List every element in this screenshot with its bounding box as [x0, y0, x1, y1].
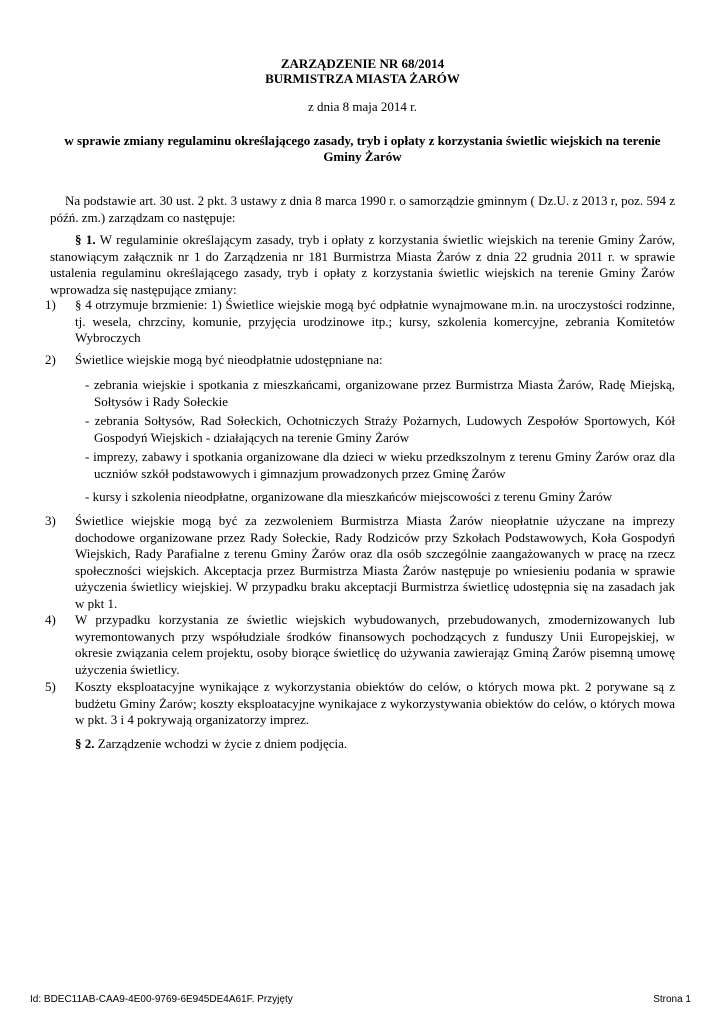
list-item-text: § 4 otrzymuje brzmienie: 1) Świetlice wiejskie mogą być odpłatnie wynajmowane m.in. na uroczystości rodzinne, tj. wesela, chrzciny, komunie, przyjęcia urodzinowe itp.; kursy, szkolenia komercyjne, zebrania Komitetów Wybroczych	[75, 297, 675, 345]
section-2-marker: § 2.	[75, 736, 95, 751]
list-item-text: W przypadku korzystania ze świetlic wiejskich wybudowanych, przebudowanych, zmodernizowanych lub wyremontowanych przy współudziale środków finansowych pochodzących z funduszy Unii Europejskiej, w okresie związania celem projektu, osoby biorące świetlicę do używania zawierająz Gminą Żarów pisemną umowę użyczenia świetlicy.	[75, 612, 675, 677]
list-item-number: 2)	[45, 352, 56, 367]
sub-item: - zebrania wiejskie i spotkania z mieszkańcami, organizowane przez Burmistrza Miasta Żarów, Radę Miejską, Sołtysów i Rady Sołeckie	[85, 377, 675, 409]
list-item-2	[45, 352, 675, 369]
document-subject: w sprawie zmiany regulaminu określającego zasady, tryb i opłaty z korzystania świetlic wiejskich na terenie Gminy Żarów	[64, 133, 661, 164]
list-item-number: 3)	[45, 513, 56, 528]
document-title-line2: BURMISTRZA MIASTA ŻARÓW	[265, 71, 460, 86]
list-item-3	[45, 513, 675, 612]
footer-page-number: Strona 1	[653, 994, 691, 1005]
list-item-number: 5)	[45, 679, 56, 694]
section-1	[50, 232, 675, 298]
document-date: z dnia 8 maja 2014 r.	[307, 99, 418, 114]
list-item-number: 4)	[45, 612, 56, 627]
section-1-text: W regulaminie określającym zasady, tryb i opłaty z korzystania świetlic wiejskich na terenie Gminy Żarów, stanowiącym załącznik nr 1 do Zarządzenia nr 181 Burmistrza Miasta Żarów z dnia 22 grudnia 2011 r. w sprawie ustalenia regulaminu określającego zasady, tryb i opłaty z korzystania świetlic wiejskich na terenie Gminy Żarów wprowadza się następujące zmiany:	[50, 232, 675, 297]
footer-document-id: Id: BDEC11AB-CAA9-4E00-9769-6E945DE4A61F. Przyjęty	[30, 994, 293, 1005]
document-title-line1: ZARZĄDZENIE NR 68/2014	[280, 56, 445, 71]
list-item-4	[45, 612, 675, 678]
sub-item: - imprezy, zabawy i spotkania organizowane dla dzieci w wieku przedkszolnym z terenu Gminy Żarów oraz dla uczniów szkół podstawowych i gimnazjum prowadzonych przez Gminę Żarów	[85, 449, 675, 481]
list-item-5	[45, 679, 675, 729]
list-item-text: Koszty eksploatacyjne wynikające z wykorzystania obiektów do celów, o których mowa pkt. 2 porywane są z budżetu Gminy Żarów; koszty eksploatacyjne wynikajace z wykorzystywania obiektów do celów, o których mowa w pkt. 3 i 4 pokrywają organizatorzy imprez.	[75, 679, 675, 727]
preamble: Na podstawie art. 30 ust. 2 pkt. 3 ustawy z dnia 8 marca 1990 r. o samorządzie gminnym ( Dz.U. z 2013 r, poz. 594 z późń. zm.) zarządzam co następuje:	[50, 193, 675, 225]
list-item-number: 1)	[45, 297, 56, 312]
section-2-text: Zarządzenie wchodzi w życie z dniem podjęcia.	[97, 736, 348, 751]
list-item-text: Świetlice wiejskie mogą być nieodpłatnie udostępniane na:	[75, 352, 383, 367]
list-item-1	[45, 297, 675, 347]
list-item-text: Świetlice wiejskie mogą być za zezwoleniem Burmistrza Miasta Żarów nieopłatnie użyczane na imprezy dochodowe organizowane przez Rady Sołeckie, Rady Rodziców przy Szkołach Podstawowych, Koła Gospodyń Wiejskich, Rady Parafialne z terenu Gminy Żarów oraz dla osób szczególnie zaangażowanych w pracę na rzecz społeczności wiejskich. Akceptacja przez Burmistrza Miasta Żarów następuje po wniesieniu podania w sprawie użyczenia świetlicy wiejskiej. W przypadku braku akceptacji Burmistrza świetlicę udostępnia się na zasadach jak w pkt 1.	[75, 513, 675, 611]
section-2	[75, 736, 675, 753]
sub-item: - kursy i szkolenia nieodpłatne, organizowane dla mieszkańców miejscowości z terenu Gminy Żarów	[85, 489, 613, 504]
sub-item: - zebrania Sołtysów, Rad Sołeckich, Ochotniczych Straży Pożarnych, Ludowych Zespołów Sportowych, Kół Gospodyń Wiejskich - działających na terenie Gminy Żarów	[85, 413, 675, 445]
section-1-marker: § 1.	[75, 232, 96, 247]
